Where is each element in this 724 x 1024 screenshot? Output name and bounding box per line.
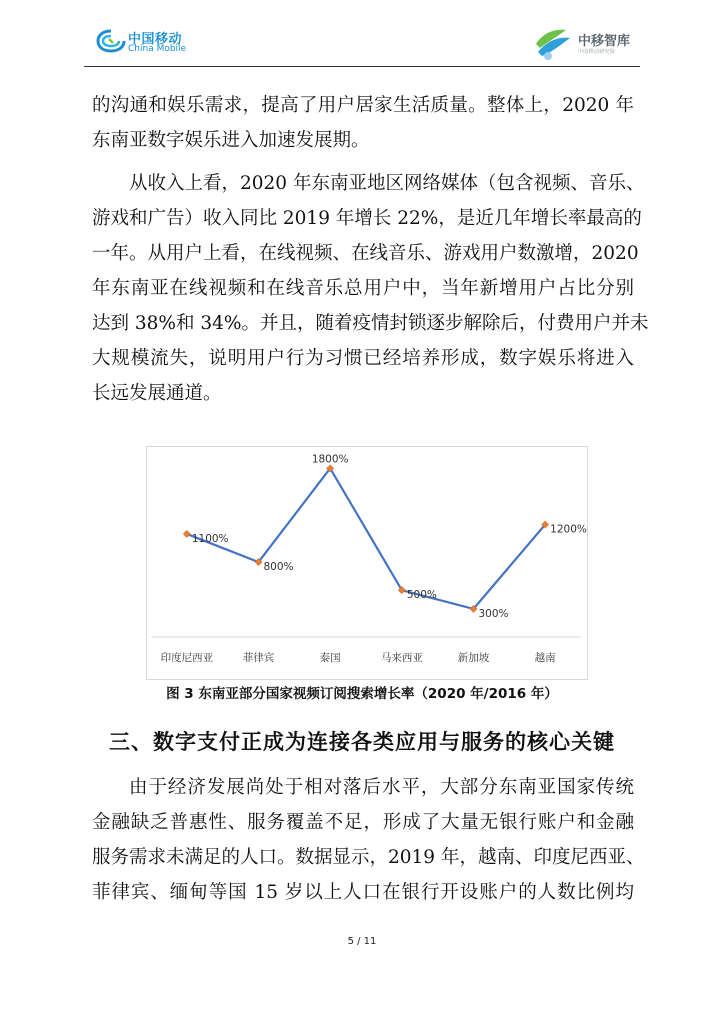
think-tank-emblem-icon	[532, 22, 574, 64]
think-tank-logo-cn: 中移智库	[578, 34, 631, 49]
x-tick-label: 马来西亚	[380, 652, 423, 664]
x-tick-label: 泰国	[319, 652, 341, 664]
paragraph-line: 达到 38%和 34%。并且，随着疫情封锁逐步解除后，付费用户并未	[92, 313, 649, 334]
x-tick-label: 新加坡	[457, 652, 490, 664]
data-label: 800%	[263, 561, 294, 574]
china-mobile-logo	[96, 26, 196, 60]
page-number: 5 / 11	[347, 936, 377, 947]
paragraph-line: 长远发展通道。	[92, 383, 222, 404]
cmri-think-tank-logo	[532, 22, 642, 64]
line-chart-svg	[147, 447, 587, 679]
paragraph-line: 东南亚数字娱乐进入加速发展期。	[92, 130, 370, 151]
paragraph-line: 服务需求未满足的人口。数据显示，2019 年，越南、印度尼西亚、	[92, 847, 645, 868]
think-tank-logo-en: 中国移动研究院	[578, 49, 616, 55]
data-label: 1800%	[311, 453, 349, 466]
paragraph-line: 金融缺乏普惠性、服务覆盖不足，形成了大量无银行账户和金融	[92, 812, 634, 833]
paragraph-1	[92, 88, 634, 158]
data-label: 300%	[478, 607, 509, 620]
paragraph-line: 的沟通和娱乐需求，提高了用户居家生活质量。整体上，2020 年	[92, 95, 634, 116]
growth-rate-chart	[146, 446, 588, 680]
section-title: 三、数字支付正成为连接各类应用与服务的核心关键	[109, 730, 615, 754]
paragraph-3	[92, 770, 645, 910]
paragraph-line: 大规模流失，说明用户行为习惯已经培养形成，数字娱乐将进入	[92, 348, 634, 369]
x-tick-label: 越南	[534, 652, 556, 664]
china-mobile-logo-cn: 中国移动	[128, 32, 183, 47]
paragraph-line: 菲律宾、缅甸等国 15 岁以上人口在银行开设账户的人数比例均	[92, 882, 634, 903]
figure-caption: 图 3 东南亚部分国家视频订阅搜索增长率（2020 年/2016 年）	[166, 686, 558, 702]
china-mobile-emblem-icon	[96, 28, 126, 54]
data-label: 500%	[406, 589, 437, 602]
data-point-marker	[183, 530, 190, 537]
page-header	[0, 0, 724, 70]
x-tick-label: 印度尼西亚	[160, 652, 214, 664]
data-label: 1200%	[550, 523, 587, 536]
series-line	[187, 468, 545, 609]
paragraph-line: 游戏和广告）收入同比 2019 年增长 22%，是近几年增长率最高的	[92, 208, 642, 229]
paragraph-line: 从收入上看，2020 年东南亚地区网络媒体（包含视频、音乐、	[129, 173, 645, 194]
data-label: 1100%	[191, 532, 229, 545]
paragraph-line: 年东南亚在线视频和在线音乐总用户中，当年新增用户占比分别	[92, 278, 634, 299]
header-divider	[84, 66, 640, 67]
paragraph-line: 由于经济发展尚处于相对落后水平，大部分东南亚国家传统	[129, 777, 634, 798]
paragraph-2	[92, 166, 649, 411]
x-tick-label: 菲律宾	[242, 652, 275, 664]
paragraph-line: 一年。从用户上看，在线视频、在线音乐、游戏用户数激增，2020	[92, 243, 639, 264]
china-mobile-logo-en: China Mobile	[128, 44, 187, 54]
